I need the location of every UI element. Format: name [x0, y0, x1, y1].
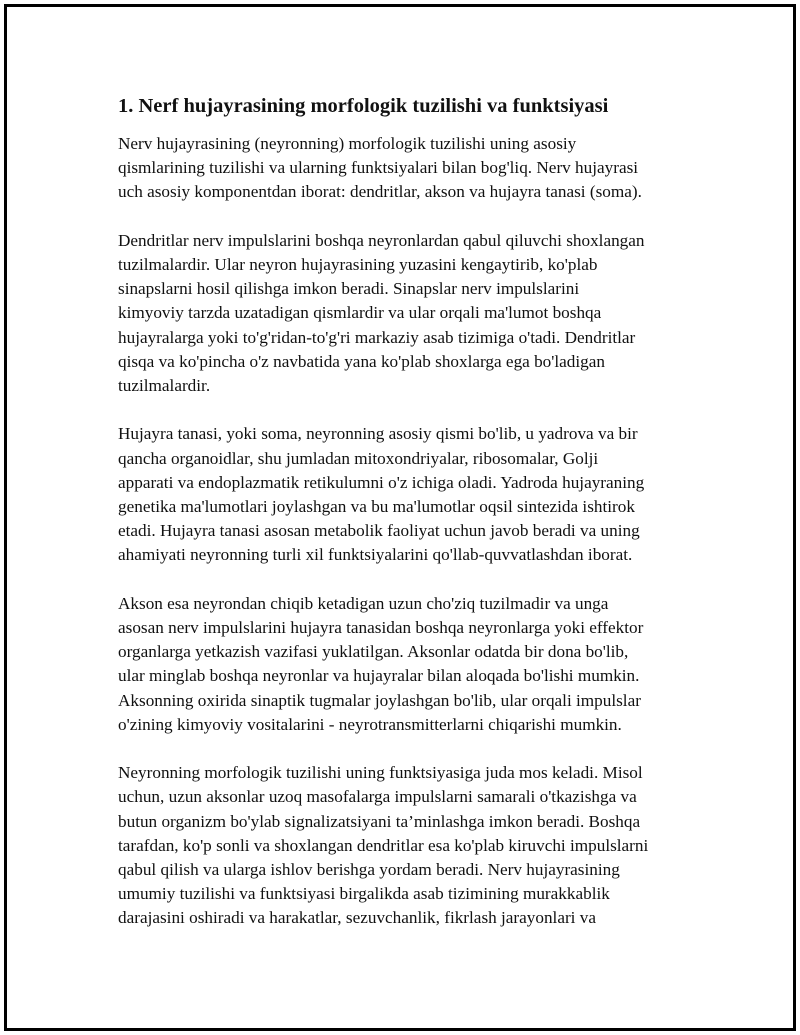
text-line: sinapslarni hosil qilishga imkon beradi. Sinapslar nerv impulslarini — [118, 279, 580, 299]
text-line: darajasini oshiradi va harakatlar, sezuvchanlik, fikrlash jarayonlari va — [118, 908, 596, 928]
text-line: Nerv hujayrasining (neyronning) morfologik tuzilishi uning asosiy — [118, 134, 577, 153]
text-line: tarafdan, ko'p sonli va shoxlangan dendritlar esa ko'plab kiruvchi impulslarni — [118, 835, 649, 855]
text-line: qismlarining tuzilishi va ularning funktsiyalari bilan bog'liq. Nerv hujayrasi — [118, 158, 639, 178]
paragraph — [118, 132, 698, 205]
document-body — [118, 92, 698, 955]
paragraph-container — [118, 132, 698, 931]
text-line: genetika ma'lumotlari joylashgan va bu ma'lumotlar oqsil sintezida ishtirok — [118, 497, 635, 517]
text-line: Akson esa neyrondan chiqib ketadigan uzun cho'ziq tuzilmadir va unga — [118, 593, 609, 613]
text-line: umumiy tuzilishi va funktsiyasi birgalikda asab tizimining murakkablik — [118, 884, 610, 904]
text-line: organlarga yetkazish vazifasi yuklatilgan. Aksonlar odatda bir dona bo'lib, — [118, 642, 629, 662]
paragraph — [118, 229, 698, 398]
text-line: ular minglab boshqa neyronlar va hujayralar bilan aloqada bo'lishi mumkin. — [118, 666, 640, 686]
text-line: apparati va endoplazmatik retikulumni o'z ichiga oladi. Yadroda hujayraning — [118, 472, 645, 492]
text-line: qabul qilish va ularga ishlov berishga yordam beradi. Nerv hujayrasining — [118, 860, 620, 880]
text-line: tuzilmalardir. Ular neyron hujayrasining yuzasini kengaytirib, ko'plab — [118, 255, 598, 274]
section-heading: 1. Nerf hujayrasining morfologik tuzilishi va funktsiyasi — [118, 95, 609, 117]
text-line: kimyoviy tarzda uzatadigan qismlardir va ular orqali ma'lumot boshqa — [118, 303, 602, 323]
text-line: tuzilmalardir. — [118, 376, 211, 396]
paragraph — [118, 422, 698, 567]
text-line: Dendritlar nerv impulslarini boshqa neyronlardan qabul qiluvchi shoxlangan — [118, 230, 645, 250]
text-line: o'zining kimyoviy vositalarini - neyrotransmitterlarni chiqarishi mumkin. — [118, 714, 622, 734]
text-line: qisqa va ko'pincha o'z navbatida yana ko'plab shoxlarga ega bo'ladigan — [118, 351, 605, 371]
text-line: butun organizm bo'ylab signalizatsiyani ta’minlashga imkon beradi. Boshqa — [118, 811, 641, 831]
text-line: etadi. Hujayra tanasi asosan metabolik faoliyat uchun javob beradi va uning — [118, 521, 640, 541]
paragraph — [118, 592, 698, 737]
text-line: uch asosiy komponentdan iborat: dendritlar, akson va hujayra tanasi (soma). — [118, 182, 642, 202]
text-line: asosan nerv impulslarini hujayra tanasidan boshqa neyronlarga yoki effektor — [118, 618, 644, 638]
text-line: Aksonning oxirida sinaptik tugmalar joylashgan bo'lib, ular orqali impulslar — [118, 690, 641, 710]
text-line: qancha organoidlar, shu jumladan mitoxondriyalar, ribosomalar, Golji — [118, 448, 599, 468]
text-line: Neyronning morfologik tuzilishi uning funktsiyasiga juda mos keladi. Misol — [118, 763, 643, 783]
paragraph — [118, 761, 698, 930]
text-line: ahamiyati neyronning turli xil funktsiyalarini qo'llab-quvvatlashdan iborat. — [118, 545, 633, 565]
text-line: Hujayra tanasi, yoki soma, neyronning asosiy qismi bo'lib, u yadrova va bir — [118, 424, 638, 444]
text-line: uchun, uzun aksonlar uzoq masofalarga impulslarni samarali o'tkazishga va — [118, 787, 637, 807]
text-line: hujayralarga yoki to'g'ridan-to'g'ri markaziy asab tizimiga o'tadi. Dendritlar — [118, 327, 636, 347]
